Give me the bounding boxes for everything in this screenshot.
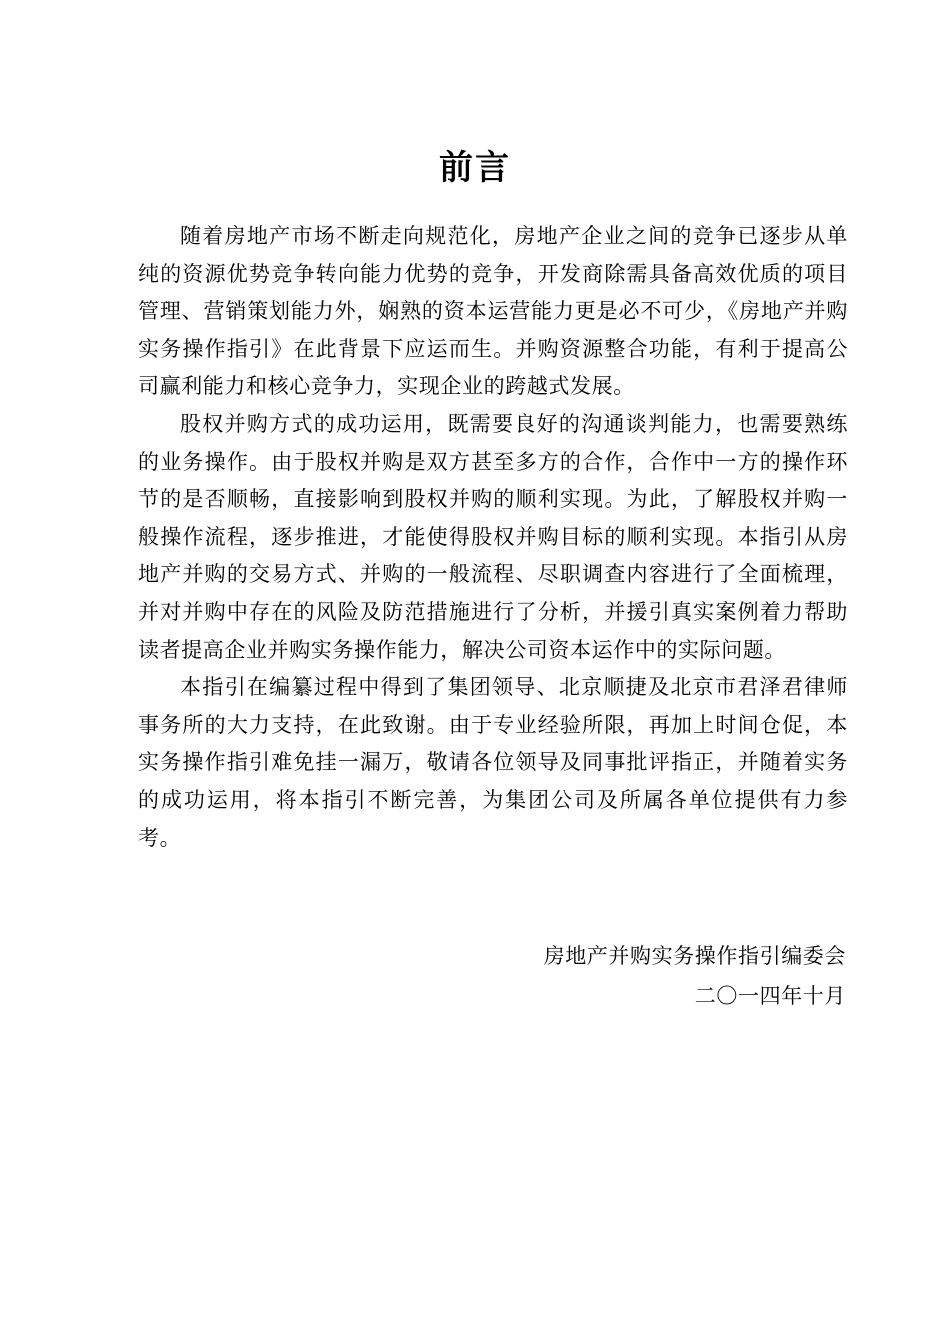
signature-date: 二〇一四年十月	[694, 984, 846, 1008]
paragraph-1: 随着房地产市场不断走向规范化，房地产企业之间的竞争已逐步从单纯的资源优势竞争转向能力优势的竞争，开发商除需具备高效优质的项目管理、营销策划能力外，娴熟的资本运营能力更是必不可少，《房地产并购实务操作指引》在此背景下应运而生。并购资源整合功能，有利于提高公司赢利能力和核心竞争力，实现企业的跨越式发展。	[138, 224, 848, 399]
signature-block	[544, 936, 846, 1016]
page-title: 前言	[439, 148, 511, 188]
paragraph-3: 本指引在编纂过程中得到了集团领导、北京顺捷及北京市君泽君律师事务所的大力支持，在此致谢。由于专业经验所限，再加上时间仓促，本实务操作指引难免挂一漏万，敬请各位领导及同事批评指正，并随着实务的成功运用，将本指引不断完善，为集团公司及所属各单位提供有力参考。	[138, 675, 848, 850]
signature-author: 房地产并购实务操作指引编委会	[543, 944, 846, 968]
paragraph-2: 股权并购方式的成功运用，既需要良好的沟通谈判能力，也需要熟练的业务操作。由于股权并购是双方甚至多方的合作，合作中一方的操作环节的是否顺畅，直接影响到股权并购的顺利实现。为此，了解股权并购一般操作流程，逐步推进，才能使得股权并购目标的顺利实现。本指引从房地产并购的交易方式、并购的一般流程、尽职调查内容进行了全面梳理，并对并购中存在的风险及防范措施进行了分析，并援引真实案例着力帮助读者提高企业并购实务操作能力，解决公司资本运作中的实际问题。	[138, 411, 848, 662]
preface-body	[138, 218, 848, 857]
